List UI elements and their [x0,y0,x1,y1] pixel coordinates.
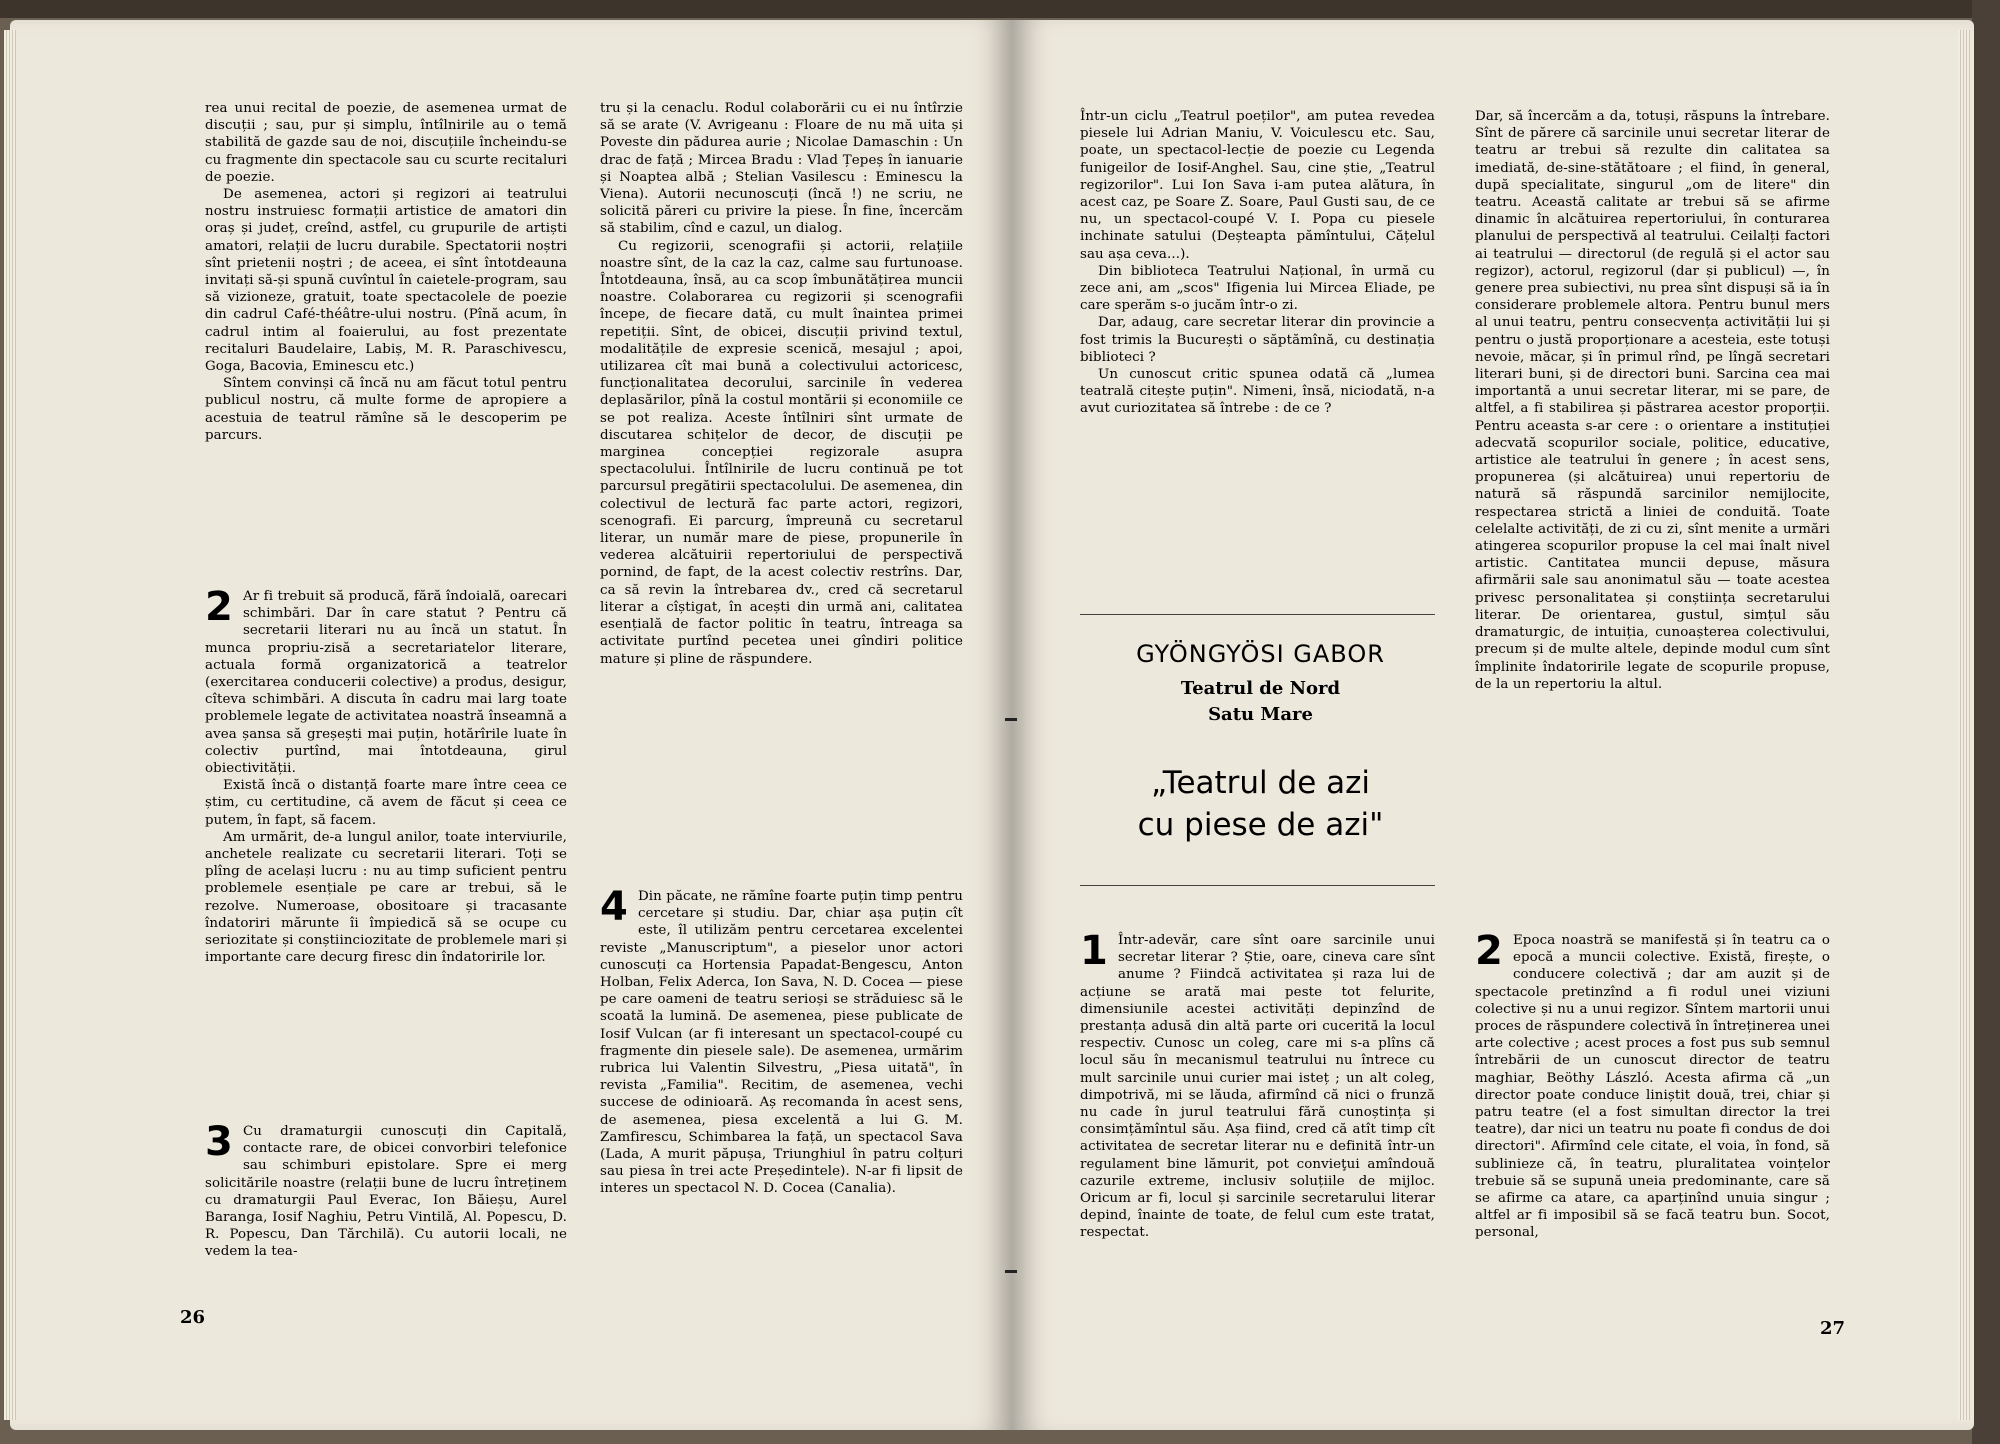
paragraph: Din păcate, ne rămîne foarte puțin timp pentru cercetare și studiu. Dar, chiar așa puțin cît este, îl utilizăm pentru cercetarea excelentei reviste „Manuscriptum", a pieselor unor actori cunoscuți ca Hortensia Papadat-Bengescu, Anton Holban, Felix Aderca, Ion Sava, N. D. Cocea — piese pe care oameni de teatru serioși se străduiesc să le scoată la lumină. De asemenea, piese publicate de Iosif Vulcan (ar fi interesant un spectacol-coupé cu fragmente din piesele sale). De asemenea, urmărim rubrica lui Valentin Silvestru, „Piesa uitată", în revista „Familia". Recitim, de asemenea, vechi succese de odinioară. Aș recomanda în acest sens, de asemenea, piesa excelentă a lui G. M. Zamfirescu, Schimbarea la față, un spectacol Sava (Lada, A murit păpușa, Triunghiul în patru colțuri sau piesa în trei acte Președintele). N-ar fi lipsit de interes un spectacol N. D. Cocea (Canalia). [600,889,963,1197]
paragraph: Un cunoscut critic spunea odată că „lumea teatrală citește puțin". Nimeni, însă, niciodată, n-a avut curiozitatea să întrebe : de ce ? [1080,367,1435,417]
paragraph: Dar, adaug, care secretar literar din provincie a fost trimis la București o săptămînă, cu destinația biblioteci ? [1080,315,1435,365]
theater-name: Teatrul de Nord [1180,678,1341,699]
section-number: 2 [205,584,233,630]
book-cover-edge-right [1972,0,2000,1444]
paragraph: Epoca noastră se manifestă și în teatru ca o epocă a muncii colective. Există, firește, o conducere colectivă ; dar am auzit și de spectacole pretinzînd a fi rodul unei viziuni colective și nu a unui regizor. Sîntem martorii unui proces de răspundere colectivă în întreținerea unei arte colective ; acest proces a fost pus sub semnul întrebării de un cunoscut director de teatru maghiar, Beöthy László. Acesta afirma că „un director poate conduce liniștit două, trei, chiar și patru teatre (el a fost simultan director la trei teatre), dar nici un teatru nu poate fi condus de doi directori". Afirmînd cele citate, el voia, în fond, să sublinieze că, în teatru, pluralitatea voințelor trebuie să se supună uneia predominante, care să se afirme ca atare, ca aparținînd unuia singur ; altfel ar fi imposibil să se facă teatru bun. Socot, personal, [1475,933,1831,1241]
paragraph: Ar fi trebuit să producă, fără îndoială, oarecari schimbări. Dar în care statut ? Pentru că secretarii literari nu au încă un statut. În munca propriu-zisă a secretariatelor literare, actuala formă organizatorică a teatrelor (exercitarea conducerii colective) a produs, desigur, cîteva schimbări. A discuta în cadru mai larg toate problemele legate de activitatea noastră înseamnă a avea șansa să greșești mai puțin, hotărîrile luate în colectiv purtînd, mai întotdeauna, girul obiectivității. [205,589,567,777]
left-col2-top [600,100,963,668]
page-number: 26 [180,1307,206,1328]
section-number: 4 [600,884,628,930]
book-cover-edge-top [0,0,2000,18]
left-col1-section-2 [205,584,567,966]
right-col2-section-2 [1475,928,1831,1242]
right-col1-top [1080,108,1435,418]
divider-top [1080,614,1435,615]
paragraph: Într-un ciclu „Teatrul poeților", am putea revedea piesele lui Adrian Maniu, V. Voiculescu etc. Sau, poate, un spectacol-lecție de poezie cu Legenda funigeilor de Iosif-Anghel. Sau, cine știe, „Teatrul regizorilor". Lui Ion Sava i-am putea alătura, în acest caz, pe Soare Z. Soare, Paul Gusti sau, de ce nu, un spectacol-coupé V. I. Popa cu piesele inchinate satului (Deșteapta pămîntului, Cățelul sau așa ceva...). [1080,109,1435,262]
paragraph: rea unui recital de poezie, de asemenea urmat de discuții ; sau, pur și simplu, întîlnirile au o temă stabilită de gazde sau de noi, discuțiile încheindu-se cu fragmente din spectacole sau cu scurte recitaluri de poezie. [205,101,567,185]
right-col1-section-1 [1080,928,1435,1242]
left-col2-section-4 [600,884,963,1198]
left-col1-section-3 [205,1119,567,1261]
section-number: 1 [1080,928,1108,974]
title-line: cu piese de azi" [1137,807,1384,843]
paragraph: Cu regizorii, scenografii și actorii, relațiile noastre sînt, de la caz la caz, calme sau furtunoase. Întotdeauna, însă, au ca scop îmbunătățirea muncii noastre. Colaborarea cu regizorii și scenografii începe, de fiecare dată, cu mult înaintea primei repetiții. Sînt, de obicei, discuții privind textul, modalitățile de expresie scenică, mesajul ; apoi, utilizarea cît mai bună a colectivului actoricesc, funcționalitatea decorului, sarcinile în vederea deplasărilor, pînă la costul montării și economiile ce se pot realiza. Aceste întîlniri sînt urmate de discutarea schițelor de decor, de discuții pe marginea concepției regizorale asupra spectacolului. Întîlnirile de lucru continuă pe tot parcursul pregătirii spectacolului. De asemenea, din colectivul de lectură fac parte actori, regizori, scenografi. Ei parcurg, împreună cu secretarul literar, un număr mare de piese, propunerile în vederea alcătuirii repertoriului de perspectivă pornind, de fapt, de la acest colectiv restrîns. Dar, ca să revin la întrebarea dv., cred că secretarul literar a cîștigat, în acești din urmă ani, calitatea esențială de factor politic în teatru, întreaga sa activitate purtînd pecetea unei gîndiri politice mature și pline de răspundere. [600,238,963,667]
paragraph: Din biblioteca Teatrului Național, în urmă cu zece ani, am „scos" Ifigenia lui Mircea Eliade, pe care sperăm s-o jucăm într-o zi. [1080,263,1435,314]
article-title [1093,762,1428,846]
left-col1-top [205,100,567,444]
paragraph: Într-adevăr, care sînt oare sarcinile unui secretar literar ? Știe, oare, cineva care sînt anume ? Fiindcă activitatea și raza lui de acțiune se arată mai peste tot felurite, dimensiunile acestei activități depinzînd de prestanța adusă din altă parte ori cucerită la locul respectiv. Cunosc un coleg, care mi s-a plîns că locul său în mecanismul teatrului nu întrece cu mult sarcinile unui curier mai isteț ; un alt coleg, dimpotrivă, mi se lăuda, afirmînd că nici o frunză nu cade în jurul teatrului fără cunoștința și consimțămîntul său. Așa fiind, cred că atît timp cît activitatea de secretar literar nu e definită într-un regulament bine lămurit, pot convieţui amîndouă cazurile extreme, inclusiv soluțiile de mijloc. Oricum ar fi, locul și sarcinile secretarului literar depind, înainte de toate, de felul cum este tratat, respectat. [1080,933,1435,1241]
paragraph: Dar, să încercăm a da, totuși, răspuns la întrebare. Sînt de părere că sarcinile unui secretar literar de teatru ar trebui să rezulte din calitatea sa imediată, de-sine-stătătoare ; el fiind, în general, după specialitate, singurul „om de litere" din teatru. Această calitate ar trebui să se afirme dinamic în alcătuirea repertoriului, în conturarea planului de perspectivă al teatrului. Ceilalți factori ai teatrului — directorul (de regulă și el actor sau regizor), actorul, regizorul (dar și publicul) —, în genere prea subiectivi, nu prea sînt dispuși să ia în considerare problemele altora. Pentru bunul mers al unui teatru, pentru consecvența activității lui și pentru o justă proporționare a acesteia, este totuși nevoie, măcar, și în primul rînd, pe lîngă secretari literari buni, și de directori buni. Sarcina cea mai importantă a unui secretar literar, mi se pare, de altfel, a fi stabilirea și păstrarea acestor proporții. Pentru aceasta s-ar cere : o orientare a instituției adecvată scopurilor sociale, politice, educative, artistice ale teatrului în genere ; în acest sens, propunerea (și alcătuirea) unui repertoriu de natură să răspundă sarcinilor nemijlocite, respectarea strictă a liniei de conduită. Toate celelalte activități, de zi cu zi, sînt menite a urmări atingerea scopurilor propuse la cel mai înalt nivel artistic. Cantitatea muncii depuse, măsura afirmării sale sau anonimatul său — toate acestea privesc personalitatea și conștiința secretarului literar. De orientarea, gustul, simțul său dramaturgic, de intuiția, cunoașterea colectivului, precum și de multe altele, depinde modul cum sînt împlinite îndatoririle legate de scopurile propuse, de la un repertoriu la altul. [1475,109,1830,692]
paragraph: tru și la cenaclu. Rodul colaborării cu ei nu întîrzie să se arate (V. Avrigeanu : Floare de nu mă uita și Poveste din pădurea aurie ; Nicolae Damaschin : Un drac de față ; Mircea Bradu : Vlad Țepeș în ianuarie și Noaptea albă ; Stelian Vasilescu : Eminescu la Viena). Autorii necunoscuți (încă !) ne scriu, ne solicită păreri cu privire la piese. În fine, încercăm să stabilim, cînd e cazul, un dialog. [600,101,963,237]
author-name: GYÖNGYÖSI GABOR [1136,640,1385,668]
paragraph: Există încă o distanță foarte mare între ceea ce știm, cu certitudine, că avem de făcut și ceea ce putem, în fapt, să facem. [205,778,567,828]
title-line: „Teatrul de azi [1150,765,1371,801]
section-number: 2 [1475,928,1503,974]
gutter-mark [1005,718,1017,721]
paragraph: Cu dramaturgii cunoscuți din Capitală, contacte rare, de obicei convorbiri telefonice sau schimburi epistolare. Spre ei merg solicitările noastre (relații bune de lucru întreținem cu dramaturgii Paul Everac, Ion Băieșu, Aurel Baranga, Iosif Naghiu, Petru Vintilă, Al. Popescu, D. R. Popescu, Dan Tărchilă). Cu autorii locali, ne vedem la tea- [205,1124,567,1260]
page-number: 27 [1820,1318,1846,1339]
divider-bottom [1080,885,1435,886]
page-stack-right [1958,30,1970,1420]
paragraph: Sîntem convinși că încă nu am făcut totul pentru publicul nostru, că multe forme de apropiere a acestuia de teatrul rămîne să le descoperim pe parcurs. [205,376,567,443]
section-number: 3 [205,1119,233,1165]
paragraph: De asemenea, actori și regizori ai teatrului nostru instruiesc formații artistice de amatori din oraș și județ, creînd, astfel, cu grupurile de artiști amatori, relații de lucru durabile. Spectatorii noștri sînt prietenii noștri ; de aceea, ei sînt întotdeauna invitați să-și spună cuvîntul în caietele-program, sau să vizioneze, gratuit, toate spectacolele de poezie din cadrul Café-théâtre-ului nostru. (Pînă acum, în cadrul intim al foaierului, au fost prezentate recitaluri Baudelaire, Labiș, M. R. Paraschivescu, Goga, Bacovia, Eminescu etc.) [205,187,567,375]
paragraph: Am urmărit, de-a lungul anilor, toate interviurile, anchetele realizate cu secretarii literari. Toți se plîng de același lucru : nu au timp suficient pentru problemele esențiale pe care ar trebui, să le rezolve. Numeroase, obositoare și tracasante îndatoriri mărunte îi împiedică să se ocupe cu seriozitate și conștiinciozitate de problemele mari și importante care decurg firesc din îndatoririle lor. [205,829,567,966]
gutter-mark [1005,1270,1017,1273]
page-stack-left [4,30,16,1420]
right-col2-top [1475,108,1830,693]
theater-city: Satu Mare [1208,704,1313,725]
